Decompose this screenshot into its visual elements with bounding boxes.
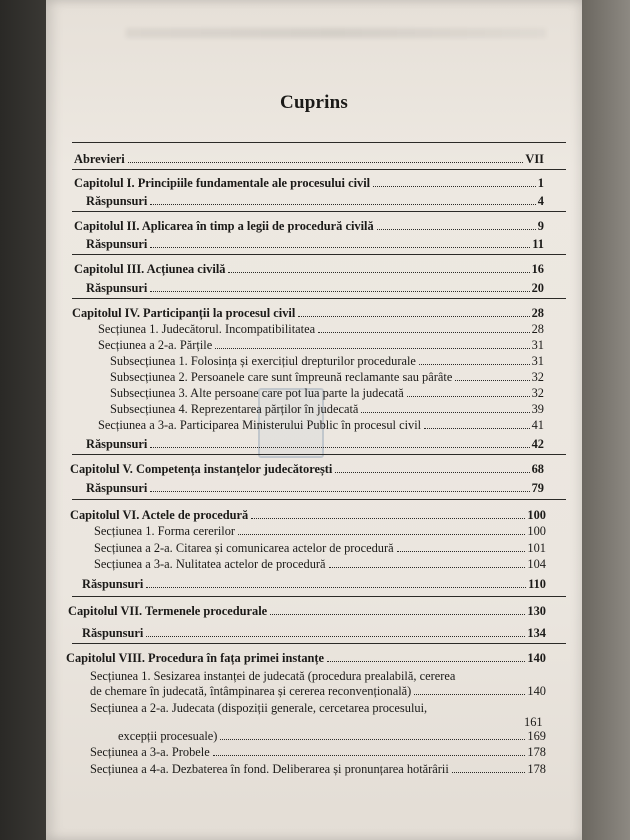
entry-page: 178: [527, 745, 546, 759]
separator-line: [72, 596, 566, 597]
entry-page: 140: [527, 684, 546, 698]
entry-title: Subsecțiunea 1. Folosința și exercițiul drepturilor procedurale: [110, 354, 416, 368]
dot-leader: [414, 694, 525, 695]
entry-page: 101: [527, 541, 546, 555]
entry-page: 31: [531, 338, 544, 352]
dot-leader: [213, 755, 526, 756]
toc-entry-line: Secțiunea a 2-a. Judecata (dispoziții generale, cercetarea procesului,: [90, 701, 428, 715]
entry-page: 28: [531, 306, 544, 320]
dot-leader: [150, 247, 530, 248]
dot-leader: [128, 162, 524, 163]
toc-entry-line: Secțiunea 1. Sesizarea instanței de judecată (procedura prealabilă, cererea: [90, 669, 456, 683]
entry-title: Răspunsuri: [86, 481, 148, 495]
entry-page: 20: [531, 281, 544, 295]
dot-leader: [270, 614, 525, 615]
entry-title: Capitolul VII. Termenele procedurale: [68, 604, 268, 618]
dot-leader: [424, 428, 530, 429]
dot-leader: [228, 272, 529, 273]
entry-page: 28: [531, 322, 544, 336]
entry-title: de chemare în judecată, întâmpinarea și cererea reconvențională): [90, 684, 412, 698]
entry-page: 9: [537, 219, 544, 233]
entry-title: Răspunsuri: [82, 626, 144, 640]
entry-page: 1: [537, 176, 544, 190]
entry-title: Răspunsuri: [86, 237, 148, 251]
toc-entry: [66, 651, 546, 666]
toc-entry: [74, 219, 544, 234]
dot-leader: [397, 551, 526, 552]
entry-page: 178: [527, 762, 546, 776]
toc-entry: [86, 281, 544, 296]
dot-leader: [298, 316, 529, 317]
entry-title: Secțiunea 1. Judecătorul. Incompatibilitatea: [98, 322, 316, 336]
toc-entry: [110, 402, 544, 417]
toc-entry: [70, 508, 546, 523]
dot-leader: [150, 447, 529, 448]
entry-title: Capitolul II. Aplicarea în timp a legii de procedură civilă: [74, 219, 374, 233]
entry-page: 4: [537, 194, 544, 208]
book-page: [46, 0, 582, 840]
toc-entry: [90, 745, 546, 760]
entry-page: 104: [527, 557, 546, 571]
separator-line: [72, 643, 566, 644]
table-of-contents: [46, 0, 582, 840]
entry-title: Secțiunea 1. Forma cererilor: [94, 524, 236, 538]
toc-entry: [98, 418, 544, 433]
separator-line: [72, 254, 566, 255]
toc-entry: [98, 322, 544, 337]
toc-entry: [68, 604, 546, 619]
dot-leader: [146, 636, 525, 637]
toc-entry: [110, 354, 544, 369]
entry-title: Răspunsuri: [86, 194, 148, 208]
entry-title: Răspunsuri: [82, 577, 144, 591]
dot-leader: [146, 587, 526, 588]
dot-leader: [318, 332, 530, 333]
dot-leader: [251, 518, 525, 519]
background-right: [582, 0, 630, 840]
toc-entry: [82, 626, 546, 641]
entry-title: Secțiunea a 3-a. Probele: [90, 745, 210, 759]
dot-leader: [150, 491, 529, 492]
toc-entry: [110, 386, 544, 401]
dot-leader: [407, 396, 530, 397]
entry-page: 42: [531, 437, 544, 451]
toc-entry: [90, 684, 546, 699]
dot-leader: [150, 291, 529, 292]
toc-entry: [86, 237, 544, 252]
entry-title: Capitolul VI. Actele de procedură: [70, 508, 249, 522]
toc-entry: [86, 194, 544, 209]
entry-title: excepții procesuale): [118, 729, 218, 743]
dot-leader: [377, 229, 536, 230]
dot-leader: [150, 204, 536, 205]
entry-page: 130: [527, 604, 546, 618]
entry-title: Capitolul III. Acțiunea civilă: [74, 262, 226, 276]
entry-page: 100: [527, 508, 546, 522]
dot-leader: [455, 380, 529, 381]
entry-page: 16: [531, 262, 544, 276]
entry-title: Subsecțiunea 4. Reprezentarea părților în judecată: [110, 402, 359, 416]
dot-leader: [419, 364, 530, 365]
entry-title: Capitolul VIII. Procedura în fața primei instanțe: [66, 651, 325, 665]
toc-entry: [72, 306, 544, 321]
entry-page: 161: [524, 715, 543, 729]
toc-entry: [94, 524, 546, 539]
entry-page: 79: [531, 481, 544, 495]
separator-line: [72, 142, 566, 143]
dot-leader: [361, 412, 529, 413]
toc-entry: [74, 152, 544, 167]
entry-title: Subsecțiunea 2. Persoanele care sunt împreună reclamante sau pârâte: [110, 370, 453, 384]
toc-entry: [118, 729, 546, 744]
toc-entry: [94, 541, 546, 556]
toc-entry: [98, 338, 544, 353]
toc-entry: [90, 762, 546, 777]
entry-page: 100: [527, 524, 546, 538]
entry-title: Capitolul I. Principiile fundamentale ale procesului civil: [74, 176, 371, 190]
entry-title: Răspunsuri: [86, 281, 148, 295]
dot-leader: [335, 472, 529, 473]
entry-title: Capitolul IV. Participanții la procesul civil: [72, 306, 296, 320]
entry-page: 41: [531, 418, 544, 432]
entry-page: 110: [528, 577, 546, 591]
entry-title: Secțiunea a 3-a. Participarea Ministerului Public în procesul civil: [98, 418, 422, 432]
toc-entry: [74, 262, 544, 277]
page-title: Cuprins: [280, 92, 348, 113]
entry-title: Subsecțiunea 3. Alte persoane care pot lua parte la judecată: [110, 386, 404, 400]
toc-entry: [86, 437, 544, 452]
entry-title: Răspunsuri: [86, 437, 148, 451]
toc-entry: [74, 176, 544, 191]
dot-leader: [373, 186, 536, 187]
toc-entry: [82, 577, 546, 592]
entry-page: 32: [531, 370, 544, 384]
toc-entry: [94, 557, 546, 572]
entry-page: 134: [527, 626, 546, 640]
separator-line: [72, 454, 566, 455]
dot-leader: [238, 534, 525, 535]
separator-line: [72, 169, 566, 170]
entry-page: 140: [527, 651, 546, 665]
entry-page: 169: [527, 729, 546, 743]
entry-title: Secțiunea a 3-a. Nulitatea actelor de procedură: [94, 557, 326, 571]
entry-page: 68: [531, 462, 544, 476]
entry-page: VII: [525, 152, 544, 166]
separator-line: [72, 499, 566, 500]
background-left: [0, 0, 46, 840]
toc-entry: [86, 481, 544, 496]
dot-leader: [452, 772, 526, 773]
dot-leader: [327, 661, 525, 662]
dot-leader: [220, 739, 525, 740]
dot-leader: [329, 567, 526, 568]
entry-title: Capitolul V. Competența instanțelor judecătorești: [70, 462, 333, 476]
entry-page: 31: [531, 354, 544, 368]
entry-page: 11: [532, 237, 544, 251]
entry-title: Secțiunea a 4-a. Dezbaterea în fond. Deliberarea și pronunțarea hotărârii: [90, 762, 449, 776]
dot-leader: [215, 348, 529, 349]
separator-line: [72, 298, 566, 299]
toc-entry: [110, 370, 544, 385]
toc-entry: [70, 462, 544, 477]
entry-title: Secțiunea a 2-a. Citarea și comunicarea actelor de procedură: [94, 541, 394, 555]
entry-page: 32: [531, 386, 544, 400]
entry-title: Secțiunea a 2-a. Părțile: [98, 338, 213, 352]
separator-line: [72, 211, 566, 212]
entry-page: 39: [531, 402, 544, 416]
entry-title: Abrevieri: [74, 152, 125, 166]
